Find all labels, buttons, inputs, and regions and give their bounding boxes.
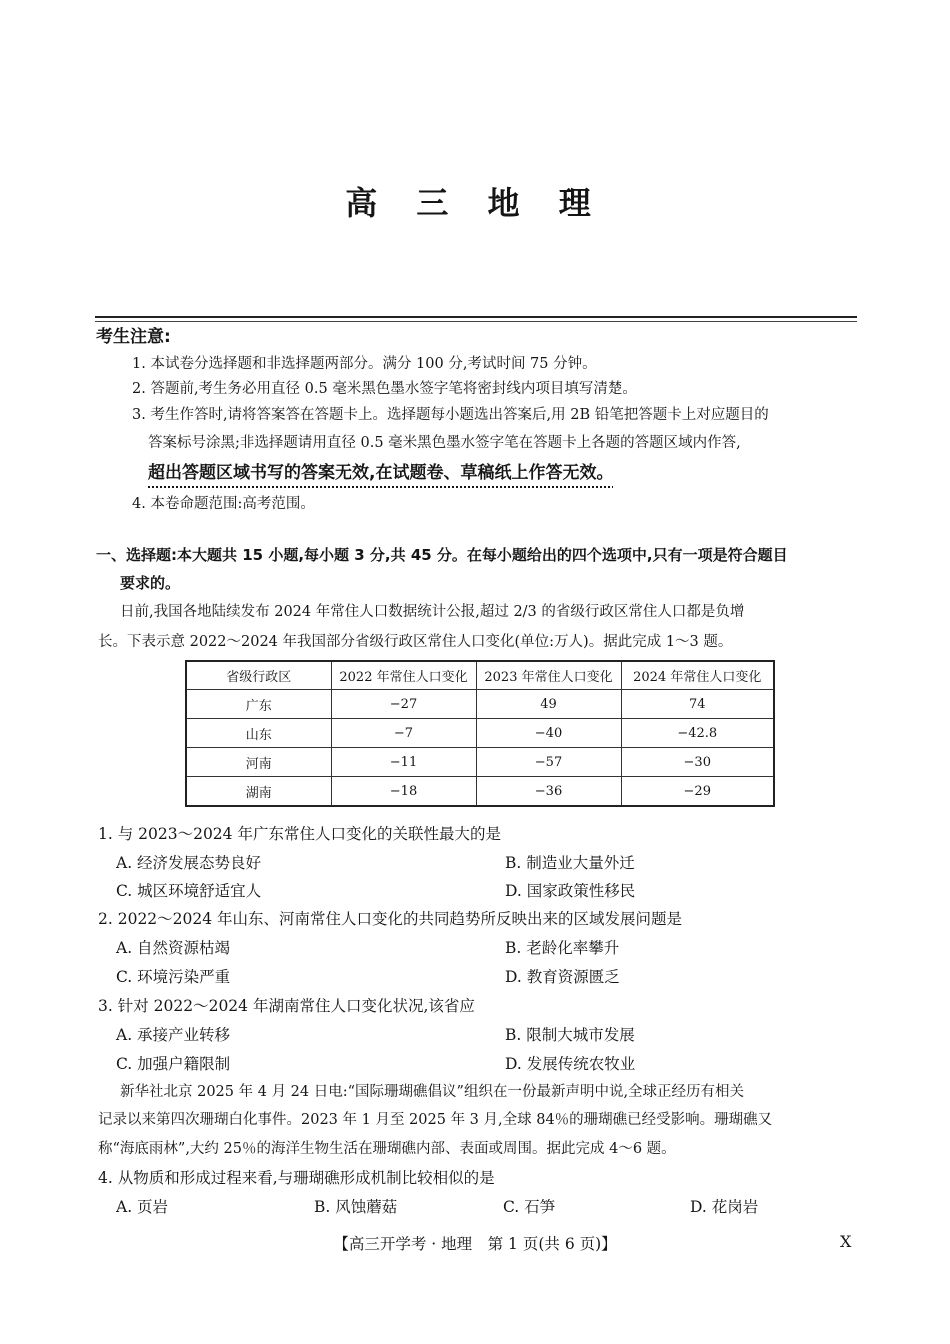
divider <box>95 316 857 318</box>
question-stem: 4. 从物质和形成过程来看,与珊瑚礁形成机制比较相似的是 <box>98 1169 495 1187</box>
option-d: D. 国家政策性移民 <box>505 882 636 900</box>
passage-paragraph: 新华社北京 2025 年 4 月 24 日电:“国际珊瑚礁倡议”组织在一份最新声明中说,全球正经历有相关 <box>120 1084 745 1100</box>
option-c: C. 城区环境舒适宜人 <box>116 882 262 900</box>
table-header: 2022 年常住人口变化 <box>331 661 476 690</box>
divider <box>95 321 857 322</box>
section-heading: 要求的。 <box>120 574 181 592</box>
page-footer: 【高三开学考 · 地理 第 1 页(共 6 页)】 <box>333 1235 617 1253</box>
intro-paragraph: 日前,我国各地陆续发布 2024 年常住人口数据统计公报,超过 2/3 的省级行政区常住人口都是负增 <box>120 604 745 620</box>
table-cell: −40 <box>476 719 621 748</box>
notice-heading: 考生注意: <box>96 327 171 347</box>
question-stem: 3. 针对 2022～2024 年湖南常住人口变化状况,该省应 <box>98 997 475 1015</box>
table-cell: −42.8 <box>621 719 774 748</box>
table-cell: −36 <box>476 777 621 807</box>
option-d: D. 教育资源匮乏 <box>505 968 620 986</box>
option-c: C. 加强户籍限制 <box>116 1055 231 1073</box>
option-b: B. 风蚀蘑菇 <box>314 1198 398 1216</box>
notice-item: 1. 本试卷分选择题和非选择题两部分。满分 100 分,考试时间 75 分钟。 <box>132 356 597 372</box>
table-header: 2023 年常住人口变化 <box>476 661 621 690</box>
table-cell: −18 <box>331 777 476 807</box>
notice-item: 4. 本卷命题范围:高考范围。 <box>132 496 315 512</box>
option-b: B. 限制大城市发展 <box>505 1026 635 1044</box>
table-cell: 广东 <box>186 690 331 719</box>
table-cell: 湖南 <box>186 777 331 807</box>
table-header: 省级行政区 <box>186 661 331 690</box>
notice-item-emphasis: 超出答题区域书写的答案无效,在试题卷、草稿纸上作答无效。 <box>148 463 614 483</box>
table-cell: −11 <box>331 748 476 777</box>
passage-paragraph: 称“海底雨林”,大约 25％的海洋生物生活在珊瑚礁内部、表面或周围。据此完成 4～6 题。 <box>98 1141 676 1157</box>
table-cell: −29 <box>621 777 774 807</box>
notice-item: 答案标号涂黑;非选择题请用直径 0.5 毫米黑色墨水签字笔在答题卡上各题的答题区域内作答, <box>148 435 741 451</box>
notice-item: 3. 考生作答时,请将答案答在答题卡上。选择题每小题选出答案后,用 2B 铅笔把答题卡上对应题目的 <box>132 407 769 423</box>
table-cell: 74 <box>621 690 774 719</box>
table-row <box>186 719 774 748</box>
option-c: C. 石笋 <box>503 1198 556 1216</box>
question-stem: 1. 与 2023～2024 年广东常住人口变化的关联性最大的是 <box>98 825 501 843</box>
table-cell: 山东 <box>186 719 331 748</box>
table-cell: −27 <box>331 690 476 719</box>
population-table <box>185 660 775 807</box>
option-a: A. 承接产业转移 <box>116 1026 231 1044</box>
passage-paragraph: 记录以来第四次珊瑚白化事件。2023 年 1 月至 2025 年 3 月,全球 84％的珊瑚礁已经受影响。珊瑚礁又 <box>98 1112 773 1128</box>
option-a: A. 自然资源枯竭 <box>116 939 231 957</box>
table-row <box>186 777 774 807</box>
table-cell: 河南 <box>186 748 331 777</box>
table-row <box>186 690 774 719</box>
intro-paragraph: 长。下表示意 2022～2024 年我国部分省级行政区常住人口变化(单位:万人)。据此完成 1～3 题。 <box>98 634 733 650</box>
question-stem: 2. 2022～2024 年山东、河南常住人口变化的共同趋势所反映出来的区域发展问题是 <box>98 910 683 928</box>
table-header-row <box>186 661 774 690</box>
option-b: B. 制造业大量外迁 <box>505 854 635 872</box>
notice-item: 2. 答题前,考生务必用直径 0.5 毫米黑色墨水签字笔将密封线内项目填写清楚。 <box>132 381 637 397</box>
table-row <box>186 748 774 777</box>
option-d: D. 发展传统农牧业 <box>505 1055 636 1073</box>
option-c: C. 环境污染严重 <box>116 968 231 986</box>
option-a: A. 经济发展态势良好 <box>116 854 262 872</box>
table-header: 2024 年常住人口变化 <box>621 661 774 690</box>
section-heading: 一、选择题:本大题共 15 小题,每小题 3 分,共 45 分。在每小题给出的四个选项中,只有一项是符合题目 <box>96 546 788 564</box>
option-a: A. 页岩 <box>116 1198 169 1216</box>
option-b: B. 老龄化率攀升 <box>505 939 620 957</box>
footer-mark: X <box>840 1232 852 1251</box>
table-cell: −30 <box>621 748 774 777</box>
table-cell: 49 <box>476 690 621 719</box>
table-cell: −57 <box>476 748 621 777</box>
option-d: D. 花岗岩 <box>690 1198 759 1216</box>
page-title: 高 三 地 理 <box>345 184 605 222</box>
table-cell: −7 <box>331 719 476 748</box>
